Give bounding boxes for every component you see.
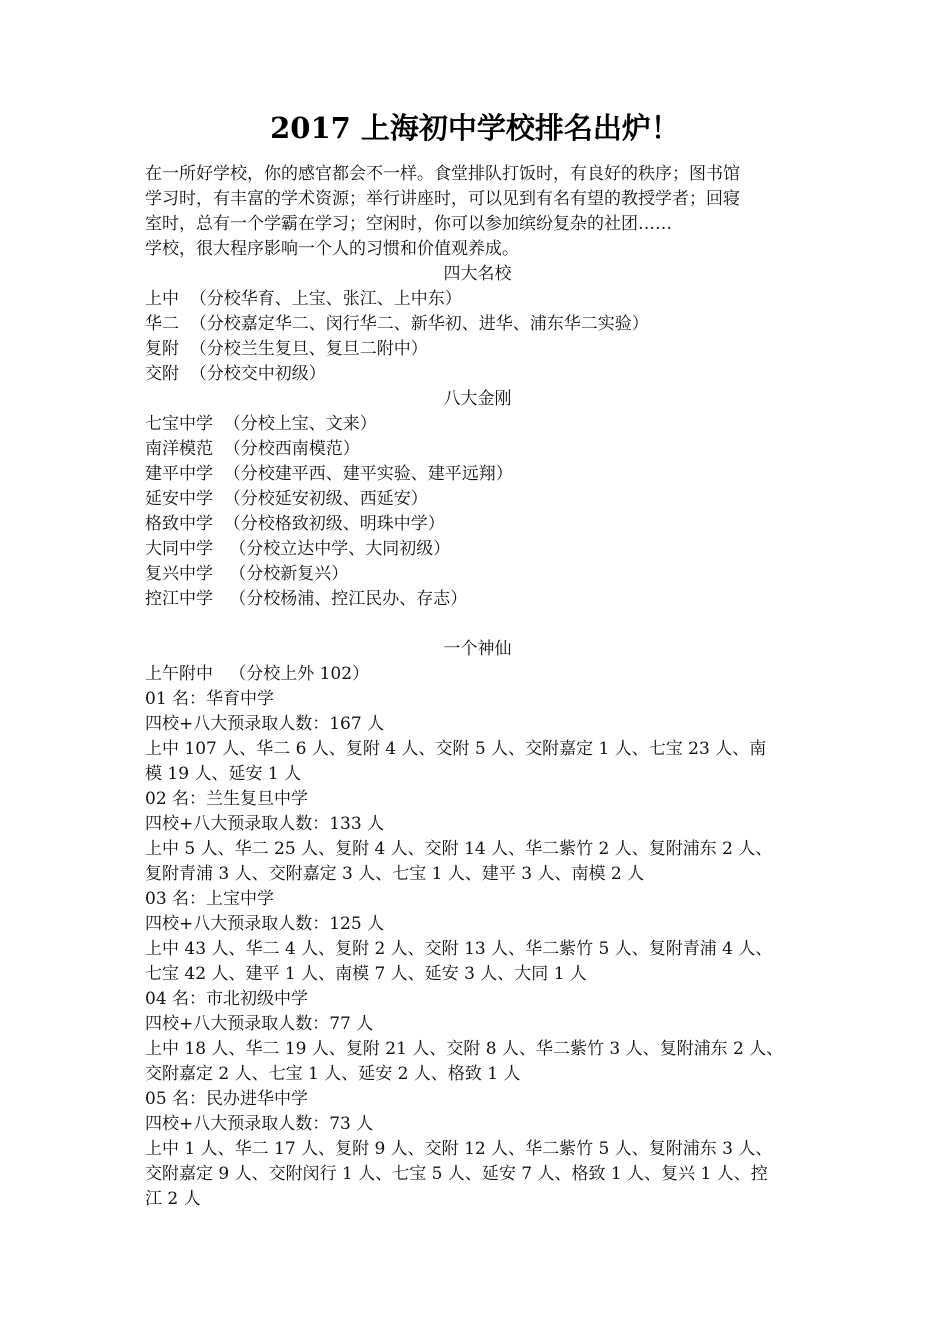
ranking-detail-line: 上中 5 人、华二 25 人、复附 4 人、交附 14 人、华二紫竹 2 人、复附浦东 2 人、 — [145, 839, 773, 859]
ranking-entry — [145, 987, 810, 1087]
ranking-detail-line: 江 2 人 — [145, 1189, 201, 1209]
blank-line — [145, 612, 810, 637]
section-heading: 八大金刚 — [443, 389, 512, 409]
school-entry: 复兴中学 （分校新复兴） — [145, 564, 349, 584]
ranking-detail-line: 七宝 42 人、建平 1 人、南模 7 人、延安 3 人、大同 1 人 — [145, 964, 587, 984]
school-entry: 上中 （分校华育、上宝、张江、上中东） — [145, 289, 462, 309]
ranking-detail-line: 上中 1 人、华二 17 人、复附 9 人、交附 12 人、华二紫竹 5 人、复附浦东 3 人、 — [145, 1139, 773, 1159]
ranking-detail-line: 交附嘉定 9 人、交附闵行 1 人、七宝 5 人、延安 7 人、格致 1 人、复兴 1 人、控 — [145, 1164, 768, 1184]
intro-line: 室时，总有一个学霸在学习；空闲时，你可以参加缤纷复杂的社团…… — [145, 214, 672, 234]
ranking-count: 四校+八大预录取人数：77 人 — [145, 1014, 374, 1034]
school-entry: 格致中学 （分校格致初级、明珠中学） — [145, 514, 445, 534]
ranking-detail-line: 模 19 人、延安 1 人 — [145, 764, 302, 784]
ranking-title: 02 名：兰生复旦中学 — [145, 789, 309, 809]
ranking-detail-line: 上中 107 人、华二 6 人、复附 4 人、交附 5 人、交附嘉定 1 人、七宝 23 人、南 — [145, 739, 767, 759]
ranking-title: 05 名：民办进华中学 — [145, 1089, 309, 1109]
ranking-detail-line: 复附青浦 3 人、交附嘉定 3 人、七宝 1 人、建平 3 人、南模 2 人 — [145, 864, 645, 884]
four-schools-section — [145, 262, 810, 387]
document-body — [145, 162, 810, 1212]
ranking-count: 四校+八大预录取人数：73 人 — [145, 1114, 374, 1134]
school-entry: 大同中学 （分校立达中学、大同初级） — [145, 539, 451, 559]
ranking-entry — [145, 887, 810, 987]
eight-schools-section — [145, 387, 810, 612]
ranking-count: 四校+八大预录取人数：133 人 — [145, 814, 385, 834]
intro-paragraph — [145, 162, 810, 262]
ranking-title: 04 名：市北初级中学 — [145, 989, 309, 1009]
school-entry: 延安中学 （分校延安初级、西延安） — [145, 489, 428, 509]
ranking-count: 四校+八大预录取人数：125 人 — [145, 914, 385, 934]
ranking-detail-line: 交附嘉定 2 人、七宝 1 人、延安 2 人、格致 1 人 — [145, 1064, 521, 1084]
section-heading: 一个神仙 — [443, 639, 512, 659]
school-entry: 七宝中学 （分校上宝、文来） — [145, 414, 377, 434]
school-entry: 控江中学 （分校杨浦、控江民办、存志） — [145, 589, 468, 609]
school-entry: 南洋模范 （分校西南模范） — [145, 439, 360, 459]
ranking-entry — [145, 1087, 810, 1212]
school-entry: 交附 （分校交中初级） — [145, 364, 326, 384]
school-entry: 上午附中 （分校上外 102） — [145, 664, 370, 684]
page-title: 2017 上海初中学校排名出炉！ — [270, 111, 680, 145]
intro-line: 在一所好学校，你的感官都会不一样。食堂排队打饭时，有良好的秩序；图书馆 — [145, 164, 740, 184]
ranking-entry — [145, 787, 810, 887]
ranking-detail-line: 上中 18 人、华二 19 人、复附 21 人、交附 8 人、华二紫竹 3 人、复附浦东 2 人、 — [145, 1039, 784, 1059]
school-entry: 复附 （分校兰生复旦、复旦二附中） — [145, 339, 428, 359]
intro-line: 学习时，有丰富的学术资源；举行讲座时，可以见到有名有望的教授学者；回寝 — [145, 189, 740, 209]
school-entry: 华二 （分校嘉定华二、闵行华二、新华初、进华、浦东华二实验） — [145, 314, 649, 334]
intro-line: 学校，很大程序影响一个人的习惯和价值观养成。 — [145, 239, 519, 259]
ranking-title: 01 名：华育中学 — [145, 689, 275, 709]
school-entry: 建平中学 （分校建平西、建平实验、建平远翔） — [145, 464, 513, 484]
ranking-title: 03 名：上宝中学 — [145, 889, 275, 909]
ranking-list — [145, 687, 810, 1212]
ranking-count: 四校+八大预录取人数：167 人 — [145, 714, 385, 734]
section-heading: 四大名校 — [443, 264, 512, 284]
one-school-section — [145, 637, 810, 687]
ranking-entry — [145, 687, 810, 787]
ranking-detail-line: 上中 43 人、华二 4 人、复附 2 人、交附 13 人、华二紫竹 5 人、复附青浦 4 人、 — [145, 939, 773, 959]
